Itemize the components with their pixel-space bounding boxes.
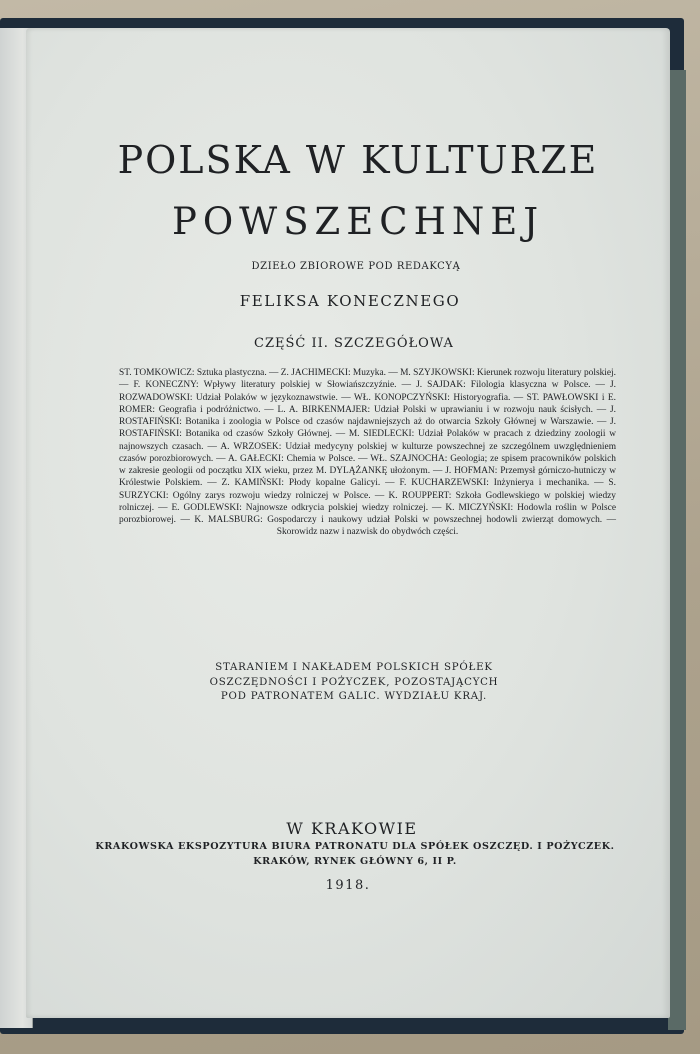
publication-year: 1918. xyxy=(325,878,371,893)
editor-name: FELIKSA KONECZNEGO xyxy=(239,292,461,310)
title-page xyxy=(26,28,670,1018)
subtitle: DZIEŁO ZBIOROWE POD REDAKCYĄ xyxy=(251,261,461,272)
table-of-contents: ST. TOMKOWICZ: Sztuka plastyczna. — Z. JACHIMECKI: Muzyka. — M. SZYJKOWSKI: Kierunek rozwoju literatury polskiej. — F. KONECZNY: Wpływy literatury polskiej w Słowiańszczyźnie. — J. SAJDAK: Filologia klasyczna w Polsce. — J. ROZWADOWSKI: Udział Polaków w językoznawstwie. — WŁ. KONOPCZYŃSKI: Historyografia. — ST. PAWŁOWSKI i E. ROMER: Geografia i podróżnictwo. — L. A. BIRKENMAJER: Udział Polski w uprawianiu i w rozwoju nauk ścisłych. — J. ROSTAFIŃSKI: Botanika i zoologia w Polsce od czasów najdawniejszych aż do otwarcia Szkoły Głównej w Warszawie. — J. ROSTAFIŃSKI: Botanika od czasów Szkoły Głównej. — M. SIEDLECKI: Udział Polaków w pracach z dziedziny zoologii w najnowszych czasach. — A. WRZOSEK: Udział medycyny polskiej w kulturze powszechnej ze szczególnem uwzględnieniem czasów porozbiorowych. — A. GAŁECKI: Chemia w Polsce. — WŁ. SZAJNOCHA: Geologia; ze spisem pracowników polskich w zakresie geologii od początku XIX wieku, przez M. DYLĄŻANKĘ ułożonym. — J. HOFMAN: Przemysł górniczo-hutniczy w Królestwie Polskiem. — Z. KAMIŃSKI: Płody kopalne Galicyi. — F. KUCHARZEWSKI: Inżynierya i mechanika. — S. SURZYCKI: Ogólny zarys rozwoju wiedzy rolniczej w Polsce. — K. ROUPPERT: Szkoła Godlewskiego w polskiej wiedzy rolniczej. — E. GODLEWSKI: Najnowsze odkrycia polskiej wiedzy rolniczej. — K. MICZYŃSKI: Hodowla roślin w Polsce porozbiorowej. — K. MALSBURG: Gospodarczy i naukowy udział Polski w powszechnej hodowli zwierząt domowych. — Skorowidz nazw i nazwisk do obydwóch części. xyxy=(119,368,616,538)
book-title-line-2: POWSZECHNEJ xyxy=(171,200,545,243)
publisher-info xyxy=(33,840,677,869)
publisher-note xyxy=(32,661,676,705)
publication-city: W KRAKOWIE xyxy=(286,819,418,838)
publisher-line: STARANIEM I NAKŁADEM POLSKICH SPÓŁEK xyxy=(215,662,493,673)
publisher-info-line: KRAKOWSKA EKSPOZYTURA BIURA PATRONATU DLA SPÓŁEK OSZCZĘD. I POŻYCZEK. xyxy=(95,841,615,852)
publisher-info-line: KRAKÓW, RYNEK GŁÓWNY 6, II P. xyxy=(253,855,457,867)
publisher-line: OSZCZĘDNOŚCI I POŻYCZEK, POZOSTAJĄCYCH xyxy=(209,676,499,688)
publisher-line: POD PATRONATEM GALIC. WYDZIAŁU KRAJ. xyxy=(220,691,488,702)
part-heading: CZĘŚĆ II. SZCZEGÓŁOWA xyxy=(254,336,454,351)
book-title-line-1: POLSKA W KULTURZE xyxy=(117,138,599,182)
